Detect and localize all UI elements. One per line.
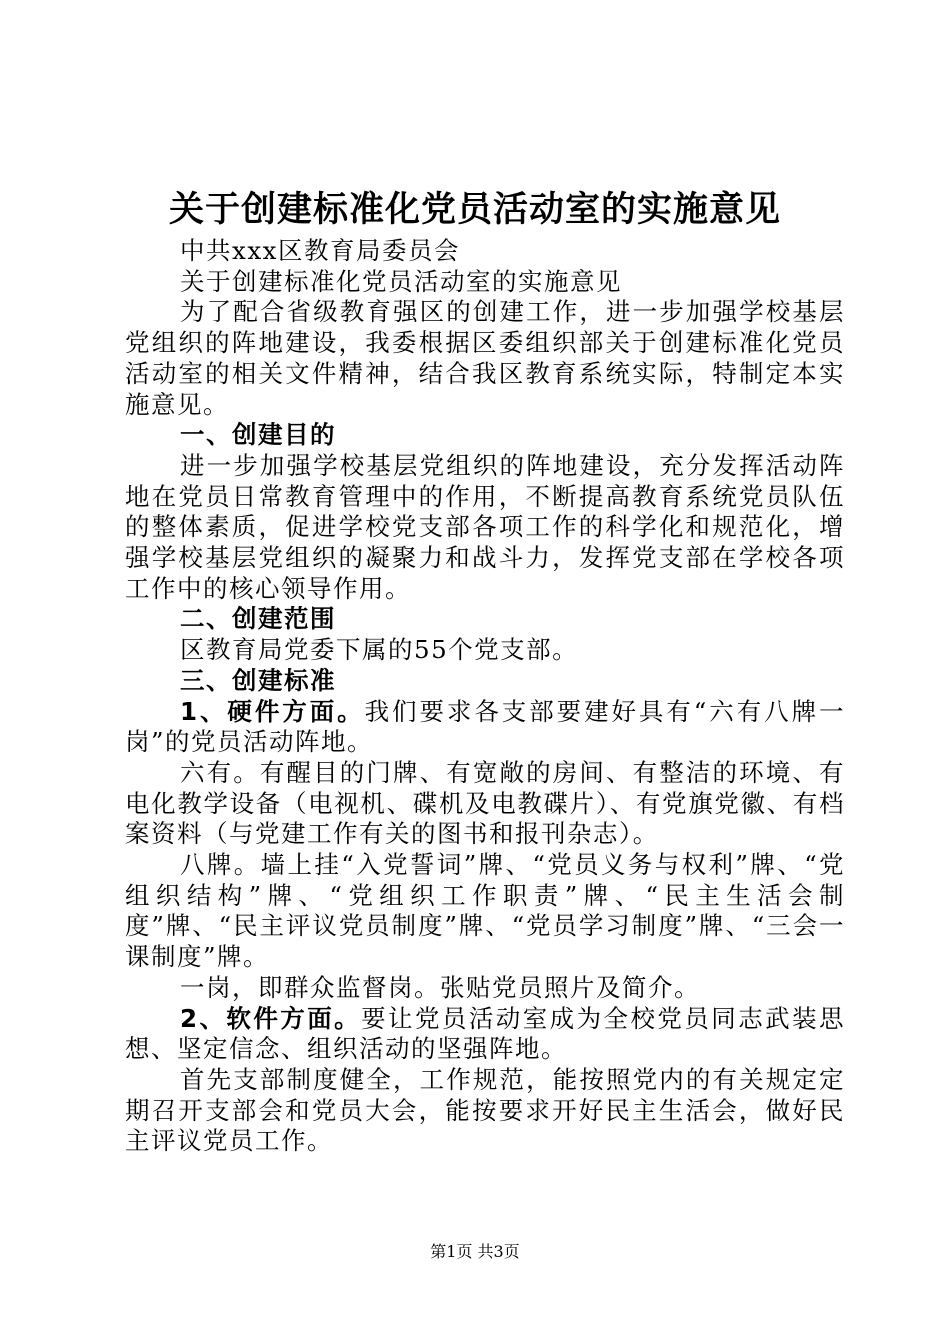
inline-heading: 2、软件方面。 (180, 1003, 362, 1033)
section-heading-text: 二、创建范围 (180, 604, 336, 634)
paragraph-text: 区教育局党委下属的55个党支部。 (180, 635, 579, 665)
paragraph-text: 一岗，即群众监督岗。张贴党员照片及简介。 (180, 972, 700, 1002)
page-footer: 第1页 共3页 (430, 1242, 520, 1261)
paragraph-one-post (125, 973, 845, 1004)
paragraph-subtitle (125, 267, 845, 298)
paragraph-intro (125, 297, 845, 420)
inline-heading: 1、硬件方面。 (180, 696, 365, 726)
section-heading-text: 三、创建标准 (180, 665, 336, 695)
paragraph-text: 六有。有醒目的门牌、有宽敞的房间、有整洁的环境、有电化教学设备（电视机、碟机及电教碟片）、有党旗党徽、有档案资料（与党建工作有关的图书和报刊杂志）。 (125, 757, 845, 849)
section-heading-scope (125, 604, 845, 635)
paragraph-scope (125, 635, 845, 666)
paragraph-text: 为了配合省级教育强区的创建工作，进一步加强学校基层党组织的阵地建设，我委根据区委组织部关于创建标准化党员活动室的相关文件精神，结合我区教育系统实际，特制定本实施意见。 (125, 297, 845, 419)
paragraph-text: 关于创建标准化党员活动室的实施意见 (180, 266, 622, 296)
paragraph-text: 首先支部制度健全，工作规范，能按照党内的有关规定定期召开支部会和党员大会，能按要求开好民主生活会，做好民主评议党员工作。 (125, 1064, 845, 1156)
section-heading-standards (125, 666, 845, 697)
paragraph-text: 进一步加强学校基层党组织的阵地建设，充分发挥活动阵地在党员日常教育管理中的作用，不断提高教育系统党员队伍的整体素质，促进学校党支部各项工作的科学化和规范化，增强学校基层党组织的凝聚力和战斗力，发挥党支部在学校各项工作中的核心领导作用。 (125, 450, 845, 603)
paragraph-hardware (125, 697, 845, 758)
document-title: 关于创建标准化党员活动室的实施意见 (168, 190, 781, 230)
paragraph-six-haves (125, 758, 845, 850)
paragraph-text: 八牌。墙上挂“入党誓词”牌、“党员义务与权利”牌、“党组织结构”牌、“党组织工作职责”牌、“民主生活会制度”牌、“民主评议党员制度”牌、“党员学习制度”牌、“三会一课制度”牌。 (125, 850, 845, 972)
document-body (125, 236, 845, 1157)
paragraph-rules (125, 1065, 845, 1157)
section-heading-purpose (125, 420, 845, 451)
paragraph-text: 中共xxx区教育局委员会 (180, 236, 460, 265)
paragraph-eight-plaques (125, 850, 845, 973)
paragraph-text: 我们要求各支部要建好具有“六有八牌一岗”的党员活动阵地。 (125, 696, 845, 757)
paragraph-text: 要让党员活动室成为全校党员同志武装思想、坚定信念、组织活动的坚强阵地。 (125, 1003, 846, 1064)
paragraph-issuer (125, 236, 845, 267)
paragraph-purpose (125, 451, 845, 605)
section-heading-text: 一、创建目的 (180, 420, 336, 450)
paragraph-software (125, 1004, 845, 1065)
